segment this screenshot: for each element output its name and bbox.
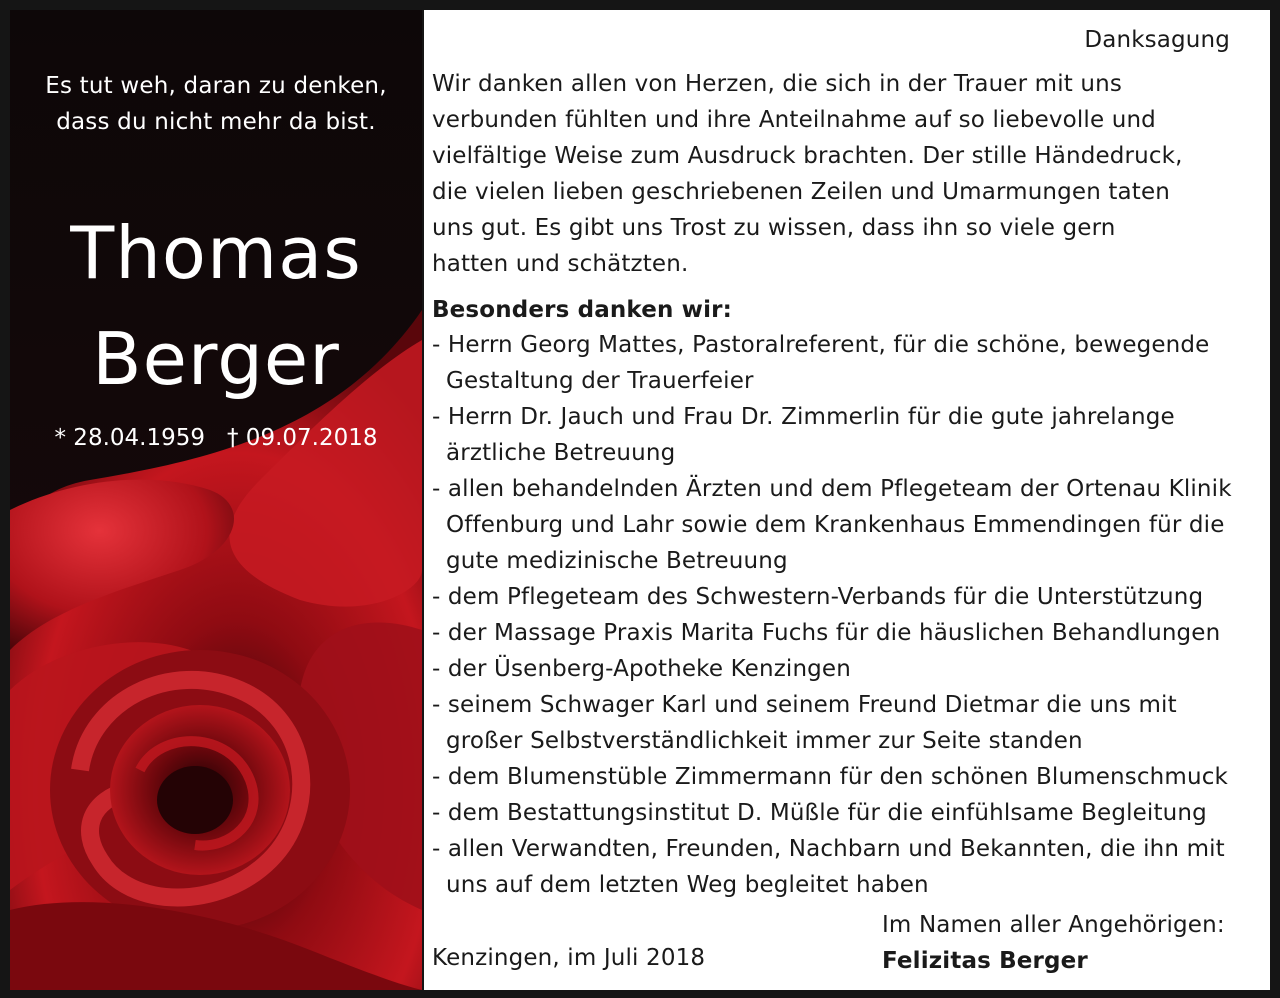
signer-name: Felizitas Berger <box>882 948 1088 974</box>
intro-line: Wir danken allen von Herzen, die sich in der Trauer mit uns <box>432 71 1122 97</box>
list-item: - Herrn Dr. Jauch und Frau Dr. Zimmerlin für die gute jahrelange ärztliche Betreuung <box>432 404 1175 466</box>
heading-danksagung: Danksagung <box>1084 27 1230 53</box>
first-name: Thomas <box>70 211 362 295</box>
quote-line: Es tut weh, daran zu denken, <box>45 73 387 99</box>
list-item: - der Üsenberg-Apotheke Kenzingen <box>432 656 851 682</box>
signoff-block <box>882 907 1225 979</box>
list-item: - allen Verwandten, Freunden, Nachbarn und Bekannten, die ihn mit uns auf dem letzten Weg begleitet haben <box>432 836 1225 898</box>
memorial-image-panel <box>10 10 422 990</box>
intro-line: vielfältige Weise zum Ausdruck brachten. Der stille Händedruck, <box>432 143 1183 169</box>
death-date: † 09.07.2018 <box>227 425 378 451</box>
list-item: - dem Blumenstüble Zimmermann für den schönen Blumenschmuck <box>432 764 1228 790</box>
birth-date: * 28.04.1959 <box>54 425 205 451</box>
list-item: - dem Bestattungsinstitut D. Müßle für die einfühlsame Begleitung <box>432 800 1207 826</box>
memorial-quote <box>10 68 422 140</box>
deceased-name <box>10 200 422 412</box>
list-item: - allen behandelnden Ärzten und dem Pflegeteam der Ortenau Klinik Offenburg und Lahr sowie dem Krankenhaus Emmendingen für die gute medizinische Betreuung <box>432 476 1232 574</box>
intro-line: verbunden fühlten und ihre Anteilnahme auf so liebevolle und <box>432 107 1156 133</box>
list-item: - dem Pflegeteam des Schwestern-Verbands für die Unterstützung <box>432 584 1204 610</box>
quote-line: dass du nicht mehr da bist. <box>56 109 376 135</box>
thanks-title: Besonders danken wir: <box>432 297 732 323</box>
thanks-list <box>432 327 1252 903</box>
list-item: - seinem Schwager Karl und seinem Freund Dietmar die uns mit großer Selbstverständlichkeit immer zur Seite standen <box>432 692 1177 754</box>
intro-line: uns gut. Es gibt uns Trost zu wissen, dass ihn so viele gern <box>432 215 1116 241</box>
life-dates <box>10 420 422 456</box>
place-and-date: Kenzingen, im Juli 2018 <box>432 945 706 971</box>
list-item: - Herrn Georg Mattes, Pastoralreferent, für die schöne, bewegende Gestaltung der Trauerfeier <box>432 332 1210 394</box>
thank-you-text-panel <box>424 10 1270 990</box>
rose-image <box>10 10 422 990</box>
intro-paragraph <box>432 66 1252 282</box>
intro-line: hatten und schätzten. <box>432 251 689 277</box>
last-name: Berger <box>92 317 340 401</box>
list-item: - der Massage Praxis Marita Fuchs für die häuslichen Behandlungen <box>432 620 1221 646</box>
intro-line: die vielen lieben geschriebenen Zeilen und Umarmungen taten <box>432 179 1170 205</box>
signoff-line: Im Namen aller Angehörigen: <box>882 912 1225 938</box>
